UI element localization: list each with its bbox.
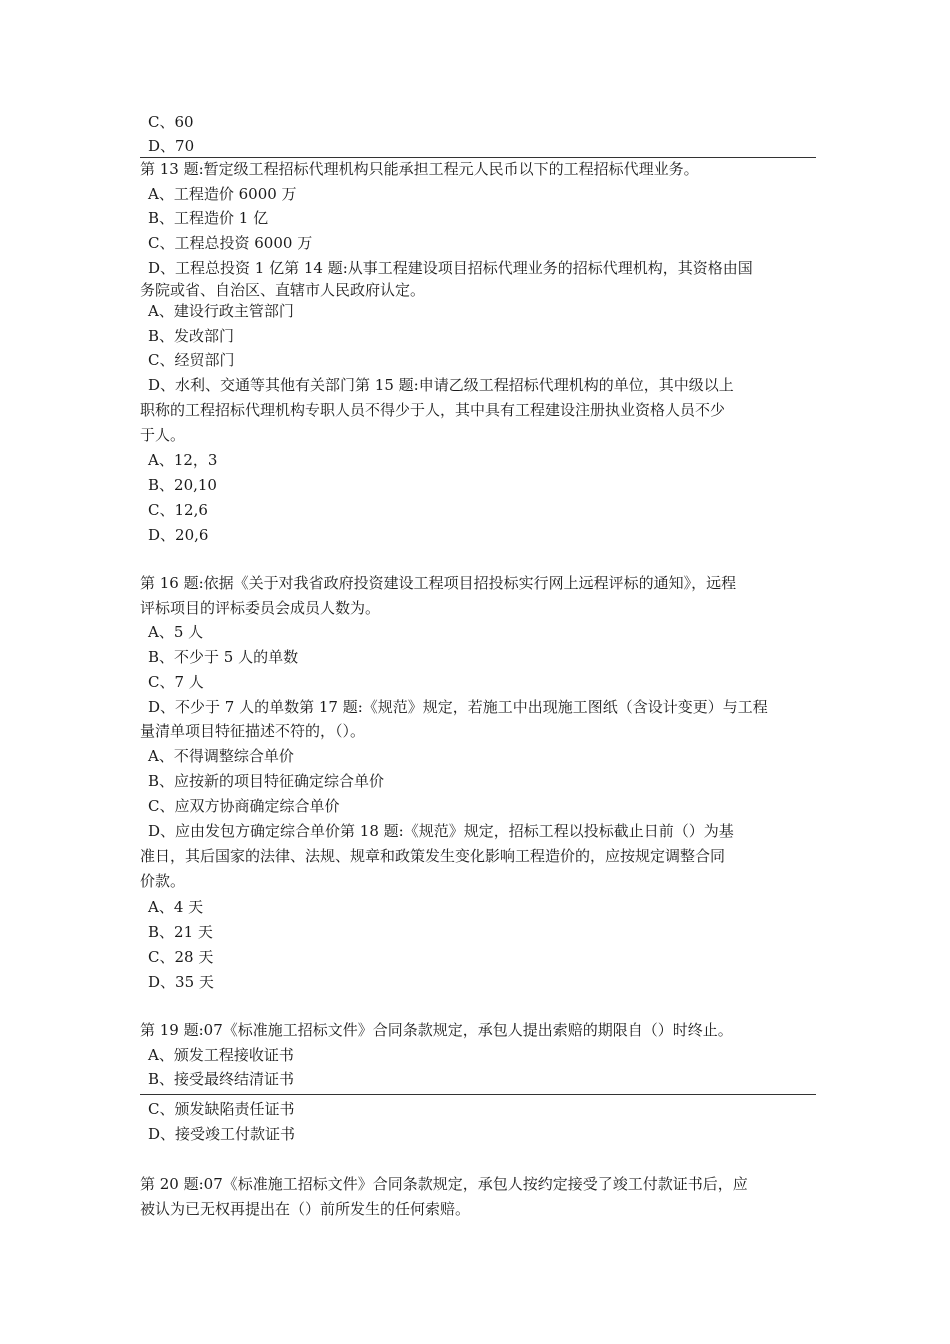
divider-line — [140, 1094, 816, 1095]
option-c: C、工程总投资 6000 万 — [148, 234, 313, 252]
option-c: C、7 人 — [148, 673, 204, 691]
question-16-continued: 评标项目的评标委员会成员人数为。 — [140, 599, 381, 617]
option-d: D、35 天 — [148, 973, 214, 991]
option-c: C、12,6 — [148, 501, 208, 519]
option-d: D、20,6 — [148, 526, 209, 544]
option-b: B、接受最终结清证书 — [148, 1070, 295, 1088]
option-d-question-17: D、不少于 7 人的单数第 17 题:《规范》规定，若施工中出现施工图纸（含设计变更）与工程 — [148, 698, 768, 716]
option-c: C、应双方协商确定综合单价 — [148, 797, 340, 815]
option-d: D、接受竣工付款证书 — [148, 1125, 296, 1143]
option-c: C、颁发缺陷责任证书 — [148, 1100, 295, 1118]
option-a: A、不得调整综合单价 — [148, 747, 294, 765]
option-d-question-15: D、水利、交通等其他有关部门第 15 题:申请乙级工程招标代理机构的单位，其中级以上 — [148, 376, 734, 394]
question-14-continued: 务院或省、自治区、直辖市人民政府认定。 — [140, 281, 426, 299]
option-b: B、21 天 — [148, 923, 213, 941]
option-c: C、28 天 — [148, 948, 214, 966]
option-c: C、经贸部门 — [148, 351, 235, 369]
option-a: A、5 人 — [148, 623, 204, 641]
question-19: 第 19 题:07《标准施工招标文件》合同条款规定，承包人提出索赔的期限自（）时终止。 — [140, 1021, 733, 1039]
question-16: 第 16 题:依据《关于对我省政府投资建设工程项目招投标实行网上远程评标的通知》，远程 — [140, 574, 737, 592]
question-15-continued: 职称的工程招标代理机构专职人员不得少于人，其中具有工程建设注册执业资格人员不少 — [140, 401, 726, 419]
option-b: B、20,10 — [148, 476, 217, 494]
question-13: 第 13 题:暂定级工程招标代理机构只能承担工程元人民币以下的工程招标代理业务。 — [140, 160, 699, 178]
option-a: A、工程造价 6000 万 — [148, 185, 297, 203]
question-18-continued: 准日，其后国家的法律、法规、规章和政策发生变化影响工程造价的，应按规定调整合同 — [140, 847, 726, 865]
option-a: A、颁发工程接收证书 — [148, 1046, 294, 1064]
question-20-continued: 被认为已无权再提出在（）前所发生的任何索赔。 — [140, 1200, 471, 1218]
option-a: A、建设行政主管部门 — [148, 302, 294, 320]
option-a: A、12，3 — [148, 451, 218, 469]
option-d-question-18: D、应由发包方确定综合单价第 18 题:《规范》规定，招标工程以投标截止日前（）为基 — [148, 822, 734, 840]
question-20: 第 20 题:07《标准施工招标文件》合同条款规定，承包人按约定接受了竣工付款证书后，应 — [140, 1175, 748, 1193]
option-b: B、不少于 5 人的单数 — [148, 648, 299, 666]
question-15-continued: 于人。 — [140, 426, 186, 444]
option-b: B、工程造价 1 亿 — [148, 209, 269, 227]
option-d: D、70 — [148, 137, 195, 155]
option-a: A、4 天 — [148, 898, 204, 916]
option-c: C、60 — [148, 113, 194, 131]
option-b: B、应按新的项目特征确定综合单价 — [148, 772, 385, 790]
option-b: B、发改部门 — [148, 327, 235, 345]
option-d-question-14: D、工程总投资 1 亿第 14 题:从事工程建设项目招标代理业务的招标代理机构，其资格由国 — [148, 259, 753, 277]
question-17-continued: 量清单项目特征描述不符的，（）。 — [140, 722, 366, 740]
question-18-continued: 价款。 — [140, 872, 186, 890]
